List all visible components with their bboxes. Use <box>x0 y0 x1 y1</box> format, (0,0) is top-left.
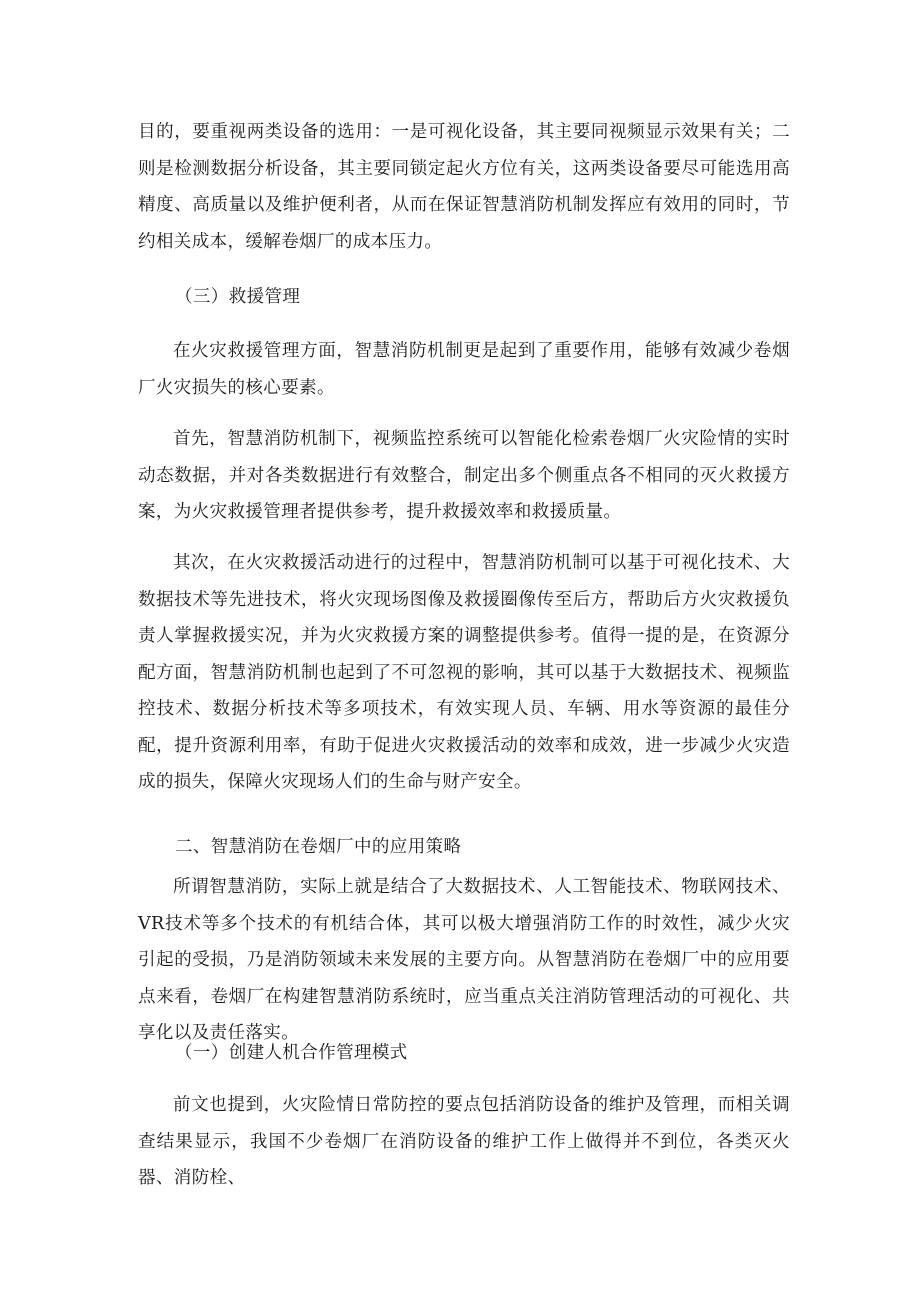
paragraph-maintenance: 前文也提到，火灾险情日常防控的要点包括消防设备的维护及管理，而相关调查结果显示，我国不少卷烟厂在消防设备的维护工作上做得并不到位，各类灭火器、消防栓、 <box>138 1095 790 1188</box>
paragraph-rescue-intro: 在火灾救援管理方面，智慧消防机制更是起到了重要作用，能够有效减少卷烟厂火灾损失的核心要素。 <box>138 341 790 398</box>
paragraph-first: 首先，智慧消防机制下，视频监控系统可以智能化检索卷烟厂火灾险情的实时动态数据，并对各类数据进行有效整合，制定出多个侧重点各不相同的灭火救援方案，为火灾救援管理者提供参考，提升救援效率和救援质量。 <box>138 429 790 522</box>
paragraph-second: 其次，在火灾救援活动进行的过程中，智慧消防机制可以基于可视化技术、大数据技术等先进技术，将火灾现场图像及救援圈像传至后方，帮助后方火灾救援负责人掌握救援实况，并为火灾救援方案的调整提供参考。值得一提的是，在资源分配方面，智慧消防机制也起到了不可忽视的影响，其可以基于大数据技术、视频监控技术、数据分析技术等多项技术，有效实现人员、车辆、用水等资源的最佳分配，提升资源利用率，有助于促进火灾救援活动的效率和成效，进一步减少火灾造成的损失，保障火灾现场人们的生命与财产安全。 <box>138 553 790 792</box>
chapter-heading-application-strategy: 二、智慧消防在卷烟厂中的应用策略 <box>175 837 462 857</box>
paragraph-equipment-selection: 目的，要重视两类设备的选用：一是可视化设备，其主要同视频显示效果有关；二则是检测数据分析设备，其主要同锁定起火方位有关，这两类设备要尽可能选用高精度、高质量以及维护便利者，从而在保证智慧消防机制发挥应有效用的同时，节约相关成本，缓解卷烟厂的成本压力。 <box>138 122 790 252</box>
paragraph-smart-fire-definition: 所谓智慧消防，实际上就是结合了大数据技术、人工智能技术、物联网技术、VR技术等多个技术的有机结合体，其可以极大增强消防工作的时效性，减少火灾引起的受损，乃是消防领域未来发展的主要方向。从智慧消防在卷烟厂中的应用要点来看，卷烟厂在构建智慧消防系统时，应当重点关注消防管理活动的可视化、共享化以及责任落实。 <box>138 877 790 1043</box>
section-heading-rescue-management: （三）救援管理 <box>175 287 301 307</box>
section-heading-human-machine: （一）创建人机合作管理模式 <box>175 1043 408 1063</box>
